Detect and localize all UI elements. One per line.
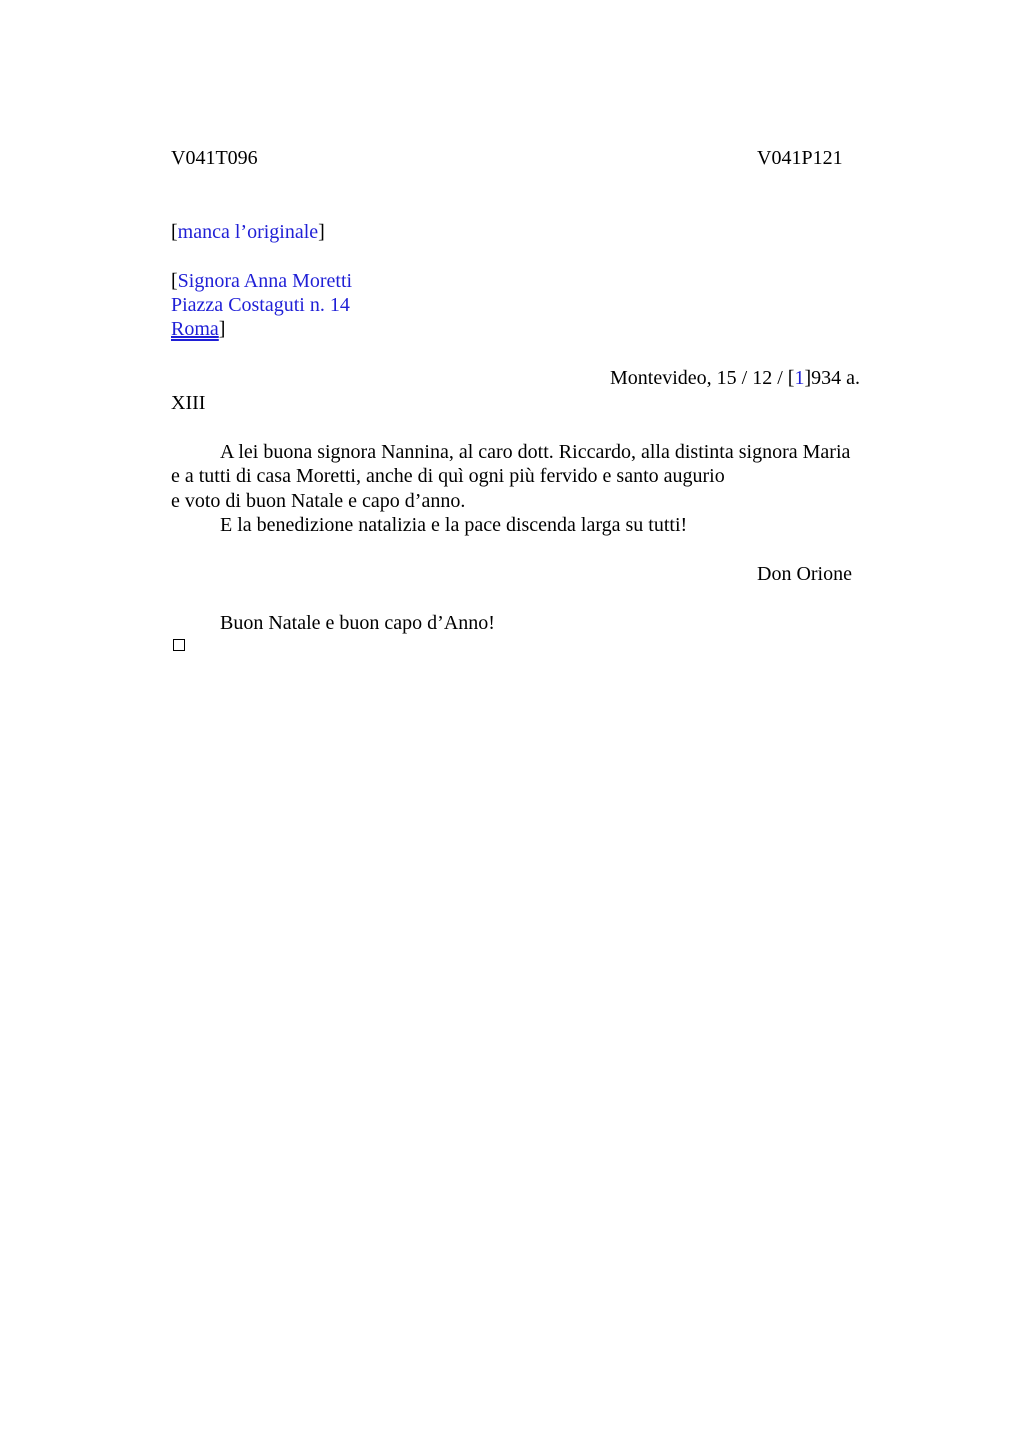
signature: Don Orione <box>757 563 852 585</box>
date-suffix: ]934 a. <box>804 367 860 389</box>
address-bracket-close: ] <box>218 318 226 340</box>
note-bracket-close: ] <box>318 221 325 243</box>
note-text: manca l’originale <box>177 221 319 243</box>
body-paragraph-1-line-2: e a tutti di casa Moretti, anche di quì ogni più fervido e santo augurio <box>171 465 725 487</box>
body-paragraph-1-line-1: A lei buona signora Nannina, al caro dott. Riccardo, alla distinta signora Maria <box>220 441 851 463</box>
address-line-3 <box>171 317 225 341</box>
address-recipient: Signora Anna Moretti <box>177 270 353 292</box>
square-outline-icon <box>173 639 185 651</box>
postscript: Buon Natale e buon capo d’Anno! <box>220 612 495 634</box>
note-bracket-open: [ <box>171 221 178 243</box>
editorial-note <box>171 220 325 244</box>
body-paragraph-1-line-3: e voto di buon Natale e capo d’anno. <box>171 490 466 512</box>
archive-code-left: V041T096 <box>171 147 258 169</box>
date-prefix: Montevideo, 15 / 12 / [ <box>610 367 795 389</box>
address-city: Roma <box>171 318 219 340</box>
fascist-era-year: XIII <box>171 392 206 414</box>
date-restored-digit: 1 <box>794 367 805 389</box>
address-line-2: Piazza Costaguti n. 14 <box>171 294 350 316</box>
address-bracket-open: [ <box>171 270 178 292</box>
dateline <box>610 366 860 390</box>
address-line-1 <box>171 269 352 293</box>
body-paragraph-2: E la benedizione natalizia e la pace discenda larga su tutti! <box>220 514 688 536</box>
archive-code-right: V041P121 <box>757 147 843 169</box>
